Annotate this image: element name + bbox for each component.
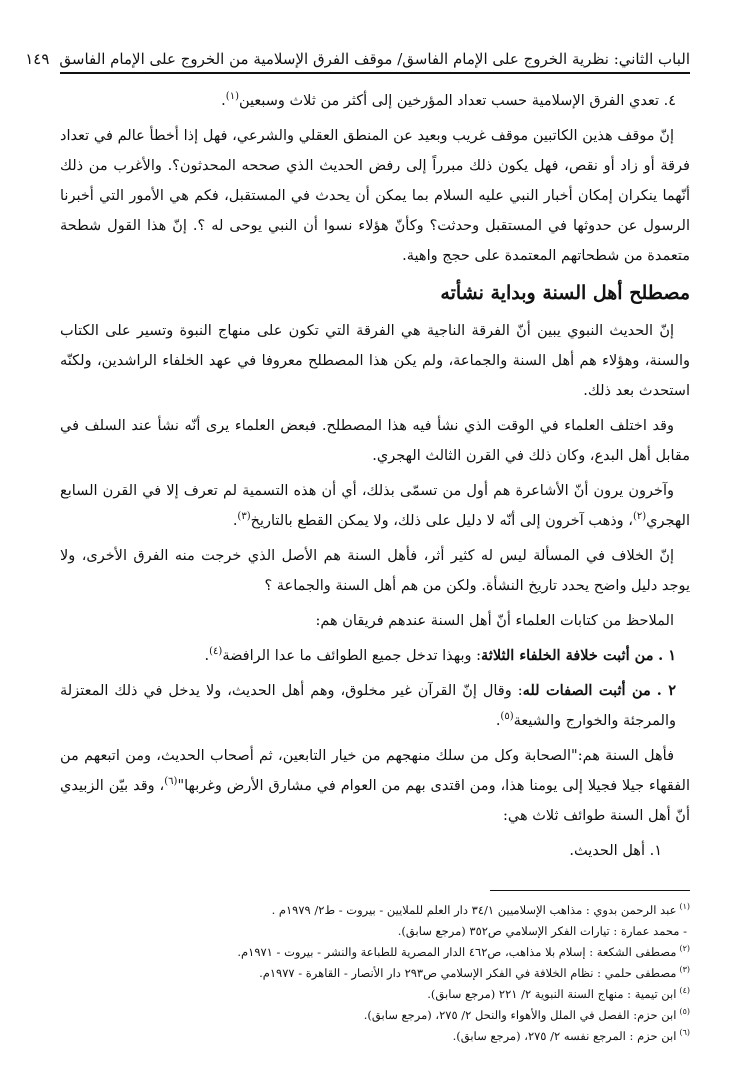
footnote-number: (٣) <box>679 965 690 975</box>
footnote-number: (٢) <box>679 944 690 954</box>
footnote-text: عبد الرحمن بدوي : مذاهب الإسلاميين ٣٤/١ دار العلم للملايين - بيروت - ط٢/ ١٩٧٩م . <box>271 903 677 917</box>
item-text: : وبهذا تدخل جميع الطوائف ما عدا الرافضة <box>222 648 482 664</box>
item-bold: من أثبت الصفات لله <box>522 682 651 699</box>
punctuation: . <box>232 513 238 529</box>
footnote <box>60 921 690 942</box>
footnote-number: (٤) <box>679 986 690 996</box>
paragraph: وقد اختلف العلماء في الوقت الذي نشأ فيه هذا المصطلح. فبعض العلماء يرى أنّه نشأ عند السلف في مقابل أهل البدع، وكان ذلك في القرن الثالث الهجري. <box>60 418 690 464</box>
footnote <box>60 900 690 921</box>
item-number: ١ . <box>658 647 676 664</box>
paragraph: إنّ الحديث النبوي يبين أنّ الفرقة الناجية هي الفرقة التي تكون على منهاج النبوة وتسير على الكتاب والسنة، وهؤلاء هم أهل السنة والجماعة، ولم يكن هذا المصطلح معروفا في عهد الخلفاء الراشدين، ولكنّه استحدث بعد ذلك. <box>60 323 690 399</box>
paragraph-text: ، وقد بيّن الزبيدي أنّ أهل السنة طوائف ثلاث هي: <box>60 778 690 824</box>
body-text <box>60 86 690 871</box>
item-number: ٤. <box>663 93 676 109</box>
footnote-divider <box>490 890 690 891</box>
footnote-text: مصطفى الشكعة : إسلام بلا مذاهب، ص٤٦٢ الدار المصرية للطباعة والنشر - بيروت - ١٩٧١م. <box>237 945 677 959</box>
list-item-2: ٢ . من أثبت الصفات لله: وقال إنّ القرآن غير مخلوق، وهم أهل الحديث، ولا يدخل في ذلك المعتزلة والمرجئة والخوارج والشيعة$^{(٥)}$. <box>60 682 677 729</box>
footnote-ref[interactable]: (٦) <box>164 776 178 788</box>
paragraph <box>60 741 690 831</box>
footnote <box>60 942 690 963</box>
footnote-number: (١) <box>679 902 690 912</box>
footnotes <box>60 900 690 1047</box>
footnote-ref[interactable]: (٥) <box>500 711 514 723</box>
footnote-text: ابن تيمية : منهاج السنة النبوية ٢/ ٢٢١ (مرجع سابق). <box>427 987 677 1001</box>
paragraph-text: فأهل السنة هم:"الصحابة وكل من سلك منهجهم من خيار التابعين، ثم أصحاب الحديث، ومن اتبعهم من الفقهاء جيلا فجيلا إلى يومنا هذا، ومن اقتدى بهم من العوام في مشارق الأرض وغربها" <box>60 748 690 794</box>
footnote-number: (٦) <box>679 1028 690 1038</box>
list-item-4: ٤. تعدي الفرق الإسلامية حسب تعداد المؤرخين إلى أكثر من ثلاث وسبعين$^{(١)}$. <box>221 91 676 109</box>
paragraph: إنّ الخلاف في المسألة ليس له كثير أثر، فأهل السنة هم الأصل الذي خرجت منه الفرق الأخرى، ولا يوجد دليل واضح يحدد تاريخ النشأة. ولكن من هم أهل السنة والجماعة ؟ <box>60 548 690 594</box>
paragraph <box>60 476 690 536</box>
item-text: : وقال إنّ القرآن غير مخلوق، وهم أهل الحديث، ولا يدخل في ذلك المعتزلة والمرجئة والخوارج والشيعة <box>60 683 676 729</box>
footnote <box>60 1005 690 1026</box>
footnote-ref[interactable]: (١) <box>225 91 239 103</box>
section-heading: مصطلح أهل السنة وبداية نشأته <box>440 282 690 304</box>
footnote <box>60 984 690 1005</box>
footnote-text: مصطفى حلمي : نظام الخلافة في الفكر الإسلامي ص٢٩٣ دار الأنصار - القاهرة - ١٩٧٧م. <box>259 966 677 980</box>
footnote-text: ابن حزم: الفصل في الملل والأهواء والنحل ٢/ ٢٧٥، (مرجع سابق). <box>363 1008 677 1022</box>
footnote-ref[interactable]: (٢) <box>632 511 647 523</box>
item-number: ٢ . <box>656 682 677 699</box>
paragraph: إنّ موقف هذين الكاتبين موقف غريب وبعيد عن المنطق العقلي والشرعي، فهل إذا أخطأ عالم في تعداد فرقة أو زاد أو نقص، فهل يكون ذلك مبرراً إلى رفض الحديث الذي صححه المحدثون؟. والأغرب من ذلك أنّهما ينكران إمكان أخبار النبي عليه السلام بما يمكن أن يحدث في المستقبل، فكم هي الأمور التي أخبرنا الرسول عن حدوثها في المستقبل وحدثت؟ وكأنّ هؤلاء نسوا أن النبي يوحى له ؟. إنّ هذا القول شطحة متعمدة من شطحاتهم المعتمدة على حجج واهية. <box>60 128 690 264</box>
running-header <box>25 46 690 74</box>
list-item-1: ١ . من أثبت خلافة الخلفاء الثلاثة: وبهذا تدخل جميع الطوائف ما عدا الرافضة$^{(٤)}$. <box>204 646 676 664</box>
paragraph: الملاحظ من كتابات العلماء أنّ أهل السنة عندهم فريقان هم: <box>315 613 674 629</box>
paragraph-text: ، وذهب آخرون إلى أنّه لا دليل على ذلك، ولا يمكن القطع بالتاريخ <box>250 513 633 529</box>
footnote-text: ابن حزم : المرجع نفسه ٢/ ٢٧٥، (مرجع سابق). <box>452 1029 677 1043</box>
item-text: تعدي الفرق الإسلامية حسب تعداد المؤرخين إلى أكثر من ثلاث وسبعين <box>238 93 659 109</box>
page-number: ١٤٩ <box>25 50 50 68</box>
footnote-number: (٥) <box>679 1007 690 1017</box>
footnote-text: - محمد عمارة : تيارات الفكر الإسلامي ص٣٥٢ (مرجع سابق). <box>397 924 687 938</box>
item-bold: من أثبت خلافة الخلفاء الثلاثة <box>481 647 654 664</box>
footnote <box>60 963 690 984</box>
header-title: الباب الثاني: نظرية الخروج على الإمام الفاسق/ موقف الفرق الإسلامية من الخروج على الإمام الفاسق <box>59 50 690 68</box>
footnote-ref[interactable]: (٤) <box>209 646 223 658</box>
sub-list-item: ١. أهل الحديث. <box>569 843 662 859</box>
footnote-ref[interactable]: (٣) <box>237 511 251 523</box>
footnote <box>60 1026 690 1047</box>
paragraph-text: وآخرون يرون أنّ الأشاعرة هم أول من تسمّى بذلك، أي أن هذه التسمية لم تعرف إلا في القرن السابع الهجري <box>60 483 690 529</box>
